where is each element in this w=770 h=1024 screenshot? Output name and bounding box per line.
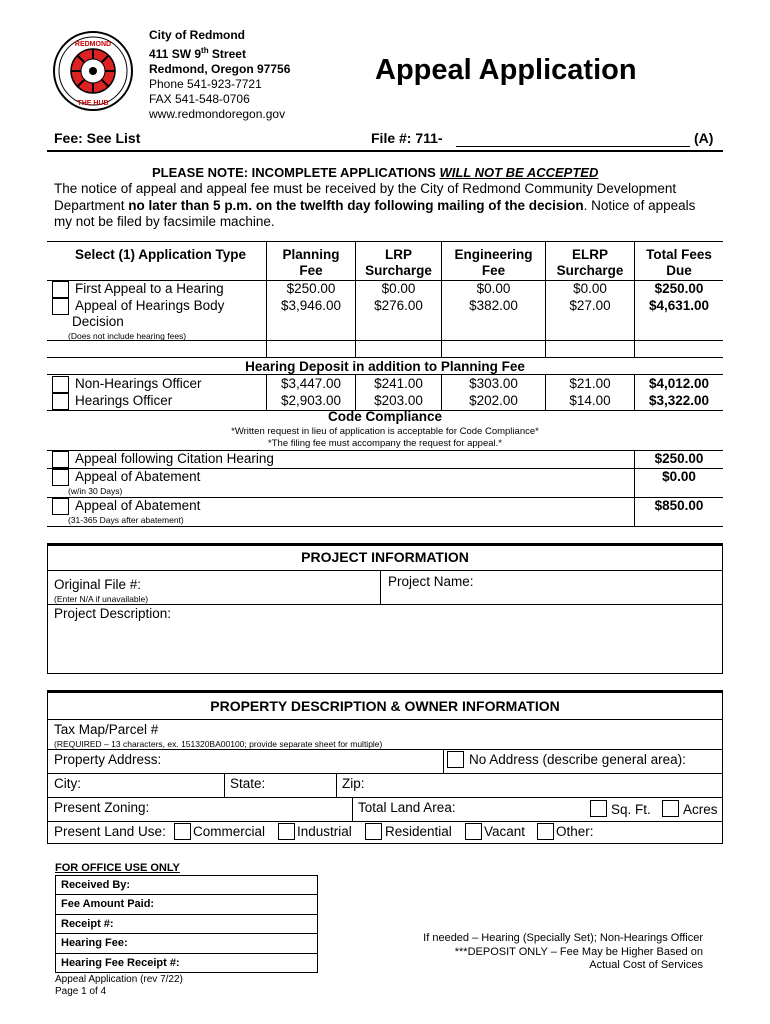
code-note: *Written request in lieu of application is acceptable for Code Compliance* — [231, 426, 539, 437]
fee-total: $0.00 — [662, 469, 696, 484]
notice-heading-prefix: PLEASE NOTE: INCOMPLETE APPLICATIONS — [152, 165, 440, 180]
col-header-engineering — [442, 247, 545, 279]
col-header-planning — [268, 247, 354, 279]
zoning-label: Present Zoning: — [54, 800, 150, 815]
fee-lrp: $0.00 — [381, 281, 416, 296]
notice-text: Department — [54, 197, 129, 213]
project-heading: PROJECT INFORMATION — [301, 549, 469, 565]
property-address-label: Property Address: — [54, 752, 162, 767]
fee-engineering: $202.00 — [469, 393, 518, 408]
col-header-elrp — [546, 247, 634, 279]
fee-row-label: Appeal of Hearings Body — [75, 298, 225, 313]
fee-total: $3,322.00 — [648, 393, 710, 408]
header-rule — [47, 150, 723, 152]
code-compliance-heading: Code Compliance — [327, 409, 443, 424]
website: www.redmondoregon.gov — [149, 107, 286, 121]
fee-row-label: First Appeal to a Hearing — [75, 281, 224, 296]
no-address-label: No Address (describe general area): — [469, 752, 686, 767]
notice-line: my not be filed by facsimile machine. — [54, 214, 275, 229]
office-row: Hearing Fee Receipt #: — [61, 957, 180, 969]
land-use-option: Vacant — [484, 824, 526, 839]
original-file-note: (Enter N/A if unavailable) — [54, 594, 149, 604]
vacant-checkbox[interactable] — [465, 823, 482, 840]
page-title: Appeal Application — [375, 54, 637, 86]
city-address-block — [149, 28, 290, 122]
land-use-label: Present Land Use: — [54, 824, 166, 839]
fee-elrp: $27.00 — [569, 298, 611, 313]
city-seal-logo — [52, 30, 134, 112]
col-header-line: Fee — [299, 263, 323, 278]
state-label: State: — [230, 776, 266, 791]
fee-label: Fee: See List — [54, 130, 141, 146]
fee-total: $250.00 — [654, 451, 704, 466]
citation-hearing-checkbox[interactable] — [52, 451, 69, 468]
col-header-line: Fee — [481, 263, 506, 278]
fee-elrp: $0.00 — [573, 281, 607, 296]
residential-checkbox[interactable] — [365, 823, 382, 840]
tax-map-label: Tax Map/Parcel # — [54, 722, 159, 737]
col-header-line: Engineering — [454, 247, 533, 262]
other-checkbox[interactable] — [537, 823, 554, 840]
tax-map-note: (REQUIRED – 13 characters, ex. 151320BA00100; provide separate sheet for multiple) — [54, 739, 383, 749]
code-note: *The filing fee must accompany the request for appeal.* — [268, 438, 502, 449]
fee-total: $850.00 — [654, 498, 704, 513]
office-row: Receipt #: — [61, 918, 114, 930]
col-header-line: Surcharge — [365, 263, 432, 278]
address-line: 411 SW 9th Street — [149, 46, 246, 61]
notice-text: . Notice of appeals — [583, 197, 696, 213]
hearings-officer-checkbox[interactable] — [52, 393, 69, 410]
abatement-365-checkbox[interactable] — [52, 498, 69, 515]
city-label: City: — [54, 776, 81, 791]
office-row: Received By: — [61, 879, 131, 891]
fax: FAX 541-548-0706 — [149, 92, 250, 106]
first-appeal-checkbox[interactable] — [52, 281, 69, 298]
fee-planning: $3,946.00 — [280, 298, 342, 313]
notice-line — [54, 198, 724, 215]
fee-planning: $3,447.00 — [280, 376, 342, 391]
fee-engineering: $382.00 — [469, 298, 518, 313]
office-row: Fee Amount Paid: — [61, 898, 155, 910]
notice-line: The notice of appeal and appeal fee must be received by the City of Redmond Community Development — [54, 181, 677, 196]
sqft-checkbox[interactable] — [590, 800, 607, 817]
abatement-30-checkbox[interactable] — [52, 469, 69, 486]
commercial-checkbox[interactable] — [174, 823, 191, 840]
file-number-blank[interactable] — [456, 146, 690, 147]
office-heading: FOR OFFICE USE ONLY — [55, 862, 180, 874]
address-line: Redmond, Oregon 97756 — [149, 62, 291, 76]
notice-heading — [152, 165, 598, 180]
notice-heading-emph: WILL NOT BE ACCEPTED — [439, 165, 599, 180]
zip-label: Zip: — [342, 776, 365, 791]
fee-planning: $250.00 — [286, 281, 336, 296]
col-header-line: Total Fees — [646, 247, 712, 262]
fee-total: $4,012.00 — [648, 376, 710, 391]
acres-checkbox[interactable] — [662, 800, 679, 817]
fee-row-label-cont: Decision — [72, 314, 124, 329]
land-use-option: Residential — [385, 824, 452, 839]
fee-elrp: $14.00 — [569, 393, 611, 408]
notice-body — [54, 181, 724, 231]
code-row-label: Appeal following Citation Hearing — [75, 451, 274, 466]
deposit-heading: Hearing Deposit in addition to Planning Fee — [245, 359, 525, 374]
fee-footnote — [380, 932, 703, 973]
project-description-label: Project Description: — [54, 606, 172, 621]
property-heading: PROPERTY DESCRIPTION & OWNER INFORMATION — [210, 698, 560, 714]
col-header-line: Surcharge — [556, 263, 624, 278]
non-hearings-officer-checkbox[interactable] — [52, 376, 69, 393]
office-row: Hearing Fee: — [61, 937, 128, 949]
col-header-line: LRP — [385, 247, 412, 262]
phone: Phone 541-923-7721 — [149, 77, 262, 91]
footnote-line: Actual Cost of Services — [589, 959, 703, 971]
page-number: Page 1 of 4 — [55, 986, 107, 997]
fee-planning: $2,903.00 — [280, 393, 342, 408]
land-area-label: Total Land Area: — [358, 800, 456, 815]
col-header-line: ELRP — [571, 247, 608, 262]
sqft-label: Sq. Ft. — [611, 802, 651, 817]
fee-total: $250.00 — [654, 281, 704, 296]
svg-text:THE HUB: THE HUB — [77, 100, 109, 107]
code-row-note: (31-365 Days after abatement) — [68, 515, 184, 525]
fee-total: $4,631.00 — [648, 298, 710, 313]
col-header-total — [635, 247, 723, 279]
original-file-label: Original File #: — [54, 577, 142, 592]
industrial-checkbox[interactable] — [278, 823, 295, 840]
project-description-field[interactable] — [50, 624, 720, 670]
fee-engineering: $0.00 — [476, 281, 511, 296]
svg-text:REDMOND: REDMOND — [74, 41, 112, 48]
footnote-line: ***DEPOSIT ONLY – Fee May be Higher Based on — [454, 945, 703, 958]
col-header-line: Planning — [282, 247, 340, 262]
appeal-hearings-body-checkbox[interactable] — [52, 298, 69, 315]
fee-lrp: $241.00 — [374, 376, 423, 391]
file-suffix: (A) — [694, 130, 714, 146]
code-row-label: Appeal of Abatement — [75, 498, 201, 513]
file-label: File #: 711- — [371, 130, 443, 146]
page-footer — [55, 974, 183, 998]
code-row-note: (w/in 30 Days) — [68, 486, 123, 496]
col-header-type: Select (1) Application Type — [75, 247, 247, 262]
land-use-option: Commercial — [193, 824, 266, 839]
fee-lrp: $276.00 — [374, 298, 423, 313]
no-address-checkbox[interactable] — [447, 751, 464, 768]
deposit-row-label: Non-Hearings Officer — [75, 376, 202, 391]
project-name-label: Project Name: — [388, 574, 474, 589]
address-line: City of Redmond — [149, 28, 245, 42]
acres-label: Acres — [683, 802, 718, 817]
land-use-option: Other: — [556, 824, 594, 839]
no-hearing-note: (Does not include hearing fees) — [68, 331, 187, 341]
code-row-label: Appeal of Abatement — [75, 469, 201, 484]
col-header-lrp — [356, 247, 441, 279]
fee-lrp: $203.00 — [374, 393, 423, 408]
col-header-line: Due — [666, 263, 692, 278]
footnote-line: If needed – Hearing (Specially Set); Non-Hearings Officer — [423, 932, 703, 944]
fee-elrp: $21.00 — [569, 376, 611, 391]
fee-engineering: $303.00 — [469, 376, 518, 391]
revision-label: Appeal Application (rev 7/22) — [55, 974, 183, 985]
deposit-row-label: Hearings Officer — [75, 393, 173, 408]
notice-deadline: no later than 5 p.m. on the twelfth day following mailing of the decision — [128, 197, 584, 213]
land-use-option: Industrial — [297, 824, 352, 839]
